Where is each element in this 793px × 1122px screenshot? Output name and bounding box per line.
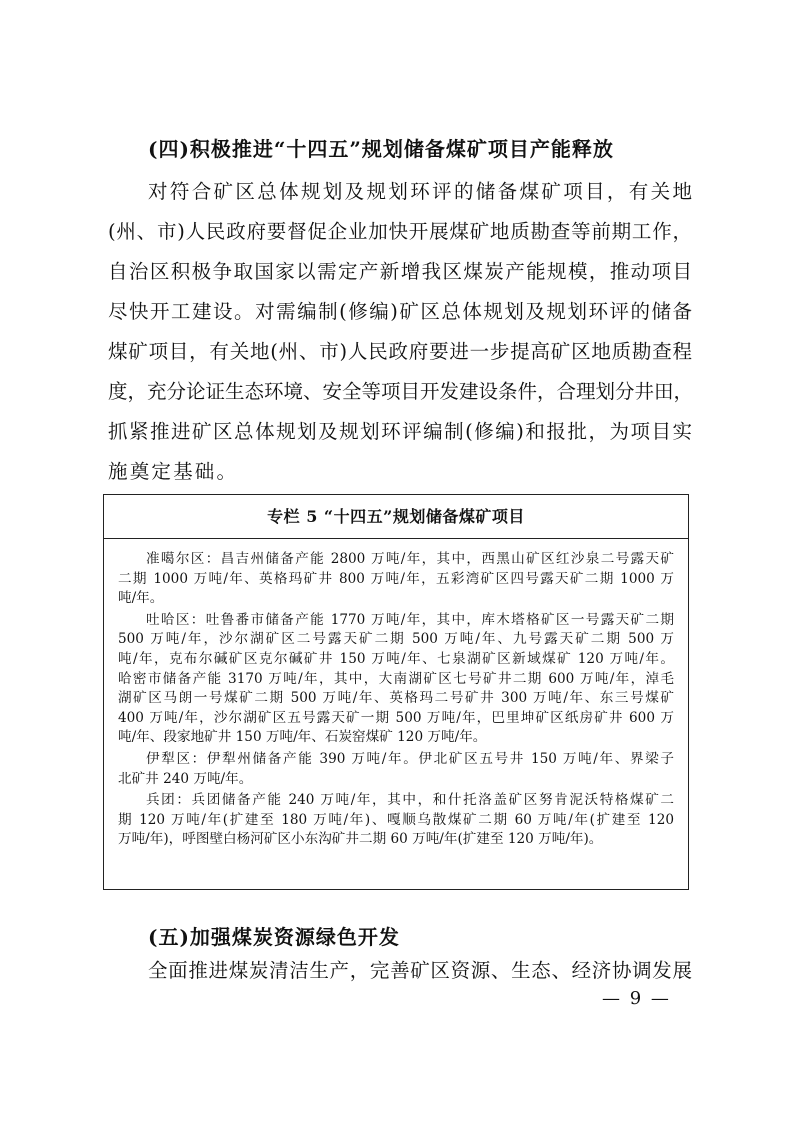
section-5-paragraph [108,951,692,991]
paragraph-line: 抓紧推进矿区总体规划及规划环评编制(修编)和报批，为项目实 [108,420,692,443]
yili-region-block [118,750,674,789]
paragraph-line: 全面推进煤炭清洁生产，完善矿区资源、生态、经济协调发展 [148,959,692,982]
paragraph-line: 自治区积极争取国家以需定产新增我区煤炭产能规模，推动项目 [108,260,692,283]
box-line: 准噶尔区：昌吉州储备产能 2800 万吨/年，其中，西黑山矿区红沙泉二号露天矿 [146,551,674,567]
paragraph-line: 施奠定基础。 [108,460,239,483]
column-box [103,494,689,890]
column-box-title: 专栏 5 “十四五”规划储备煤矿项目 [104,495,688,539]
page-number: — 9 — [602,988,671,1009]
section-heading-4: (四)积极推进“十四五”规划储备煤矿项目产能释放 [148,137,614,161]
paragraph-line: 尽快开工建设。对需编制(修编)矿区总体规划及规划环评的储备 [108,300,692,323]
box-line: 吨/年。 [118,590,164,607]
box-line: 二期 1000 万吨/年、英格玛矿井 800 万吨/年，五彩湾矿区四号露天矿二期 1000 万 [118,570,674,587]
section-4-paragraph [108,172,692,492]
box-line: 湖矿区马朗一号煤矿二期 500 万吨/年、英格玛二号矿井 300 万吨/年、东三号煤矿 [118,690,674,707]
bingtuan-region-block [118,791,674,850]
column-box-body [118,550,674,852]
paragraph-line: 对符合矿区总体规划及规划环评的储备煤矿项目，有关地 [148,180,692,203]
paragraph-line: 度，充分论证生态环境、安全等项目开发建设条件，合理划分井田， [108,380,694,403]
zhungeer-region-block [118,550,674,609]
box-line: 500 万吨/年，沙尔湖矿区二号露天矿二期 500 万吨/年、九号露天矿二期 500 万 [118,631,674,648]
paragraph-line: 煤矿项目，有关地(州、市)人民政府要进一步提高矿区地质勘查程 [108,340,692,363]
box-line: 400 万吨/年，沙尔湖矿区五号露天矿一期 500 万吨/年，巴里坤矿区纸房矿井 600 万 [118,709,674,726]
box-line: 伊犁区：伊犁州储备产能 390 万吨/年。伊北矿区五号井 150 万吨/年、界梁子 [146,750,674,767]
box-line: 哈密市储备产能 3170 万吨/年，其中，大南湖矿区七号矿井二期 600 万吨/年，淖毛 [118,670,674,687]
paragraph-line: (州、市)人民政府要督促企业加快开展煤矿地质勘查等前期工作， [108,220,692,243]
box-line: 期 120 万吨/年(扩建至 180 万吨/年)、嘎顺乌散煤矿二期 60 万吨/年(扩建至 120 [118,811,674,828]
box-line: 万吨/年)，呼图壁白杨河矿区小东沟矿井二期 60 万吨/年(扩建至 120 万吨/年)。 [118,831,603,848]
box-line: 吨/年、段家地矿井 150 万吨/年、石炭窑煤矿 120 万吨/年。 [118,729,487,746]
box-line: 兵团：兵团储备产能 240 万吨/年，其中，和什托洛盖矿区努肯泥沃特格煤矿二 [146,792,674,809]
section-heading-5: (五)加强煤炭资源绿色开发 [148,925,400,949]
box-line: 吨/年，克布尔碱矿区克尔碱矿井 150 万吨/年、七泉湖矿区新域煤矿 120 万吨/年。 [118,650,674,667]
tuha-region-block [118,611,674,748]
box-line: 吐哈区：吐鲁番市储备产能 1770 万吨/年，其中，库木塔格矿区一号露天矿二期 [146,611,674,628]
box-line: 北矿井 240 万吨/年。 [118,770,253,787]
